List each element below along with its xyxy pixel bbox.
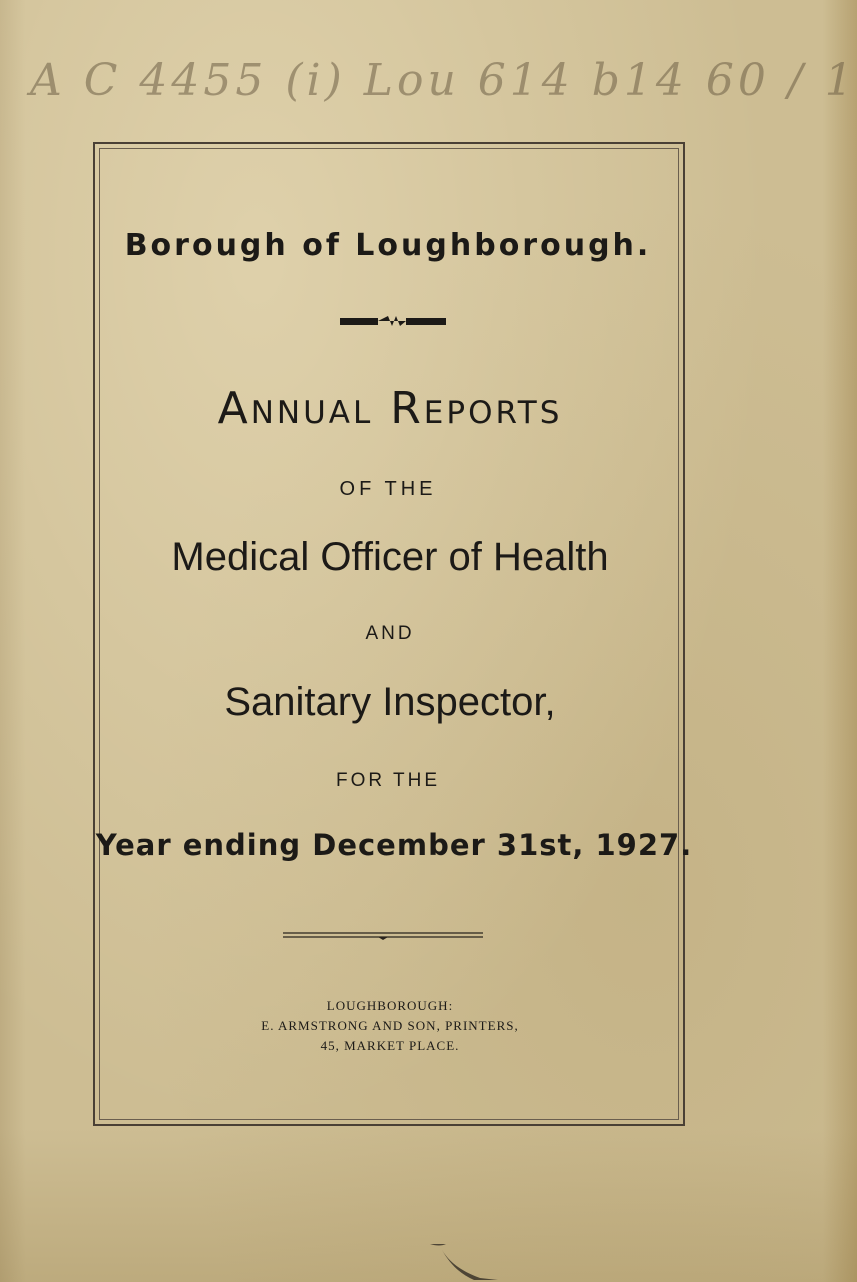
year-ending-title: Year ending December 31st, 1927. [95,828,693,862]
for-the-text: FOR THE [335,770,441,791]
ornament-divider [340,314,446,328]
sanitary-inspector-title: Sanitary Inspector, [224,680,556,724]
pencil-mark [418,1240,498,1280]
imprint-printer: E. ARMSTRONG AND SON, PRINTERS, [261,1018,519,1033]
imprint-address: 45, MARKET PLACE. [320,1038,460,1053]
borough-heading: Borough of Loughborough. [124,228,652,263]
double-rule-divider [283,930,483,940]
imprint-place: LOUGHBOROUGH: [326,998,454,1013]
medical-officer-title: Medical Officer of Health [171,535,609,579]
and-text: AND [365,623,415,644]
annual-reports-title: Annual Reports [217,383,563,434]
pencil-catalogue-note: A C 4455 (i) Lou 614 b14 60 / 1 [30,55,857,106]
of-the-text: OF THE [339,478,437,500]
